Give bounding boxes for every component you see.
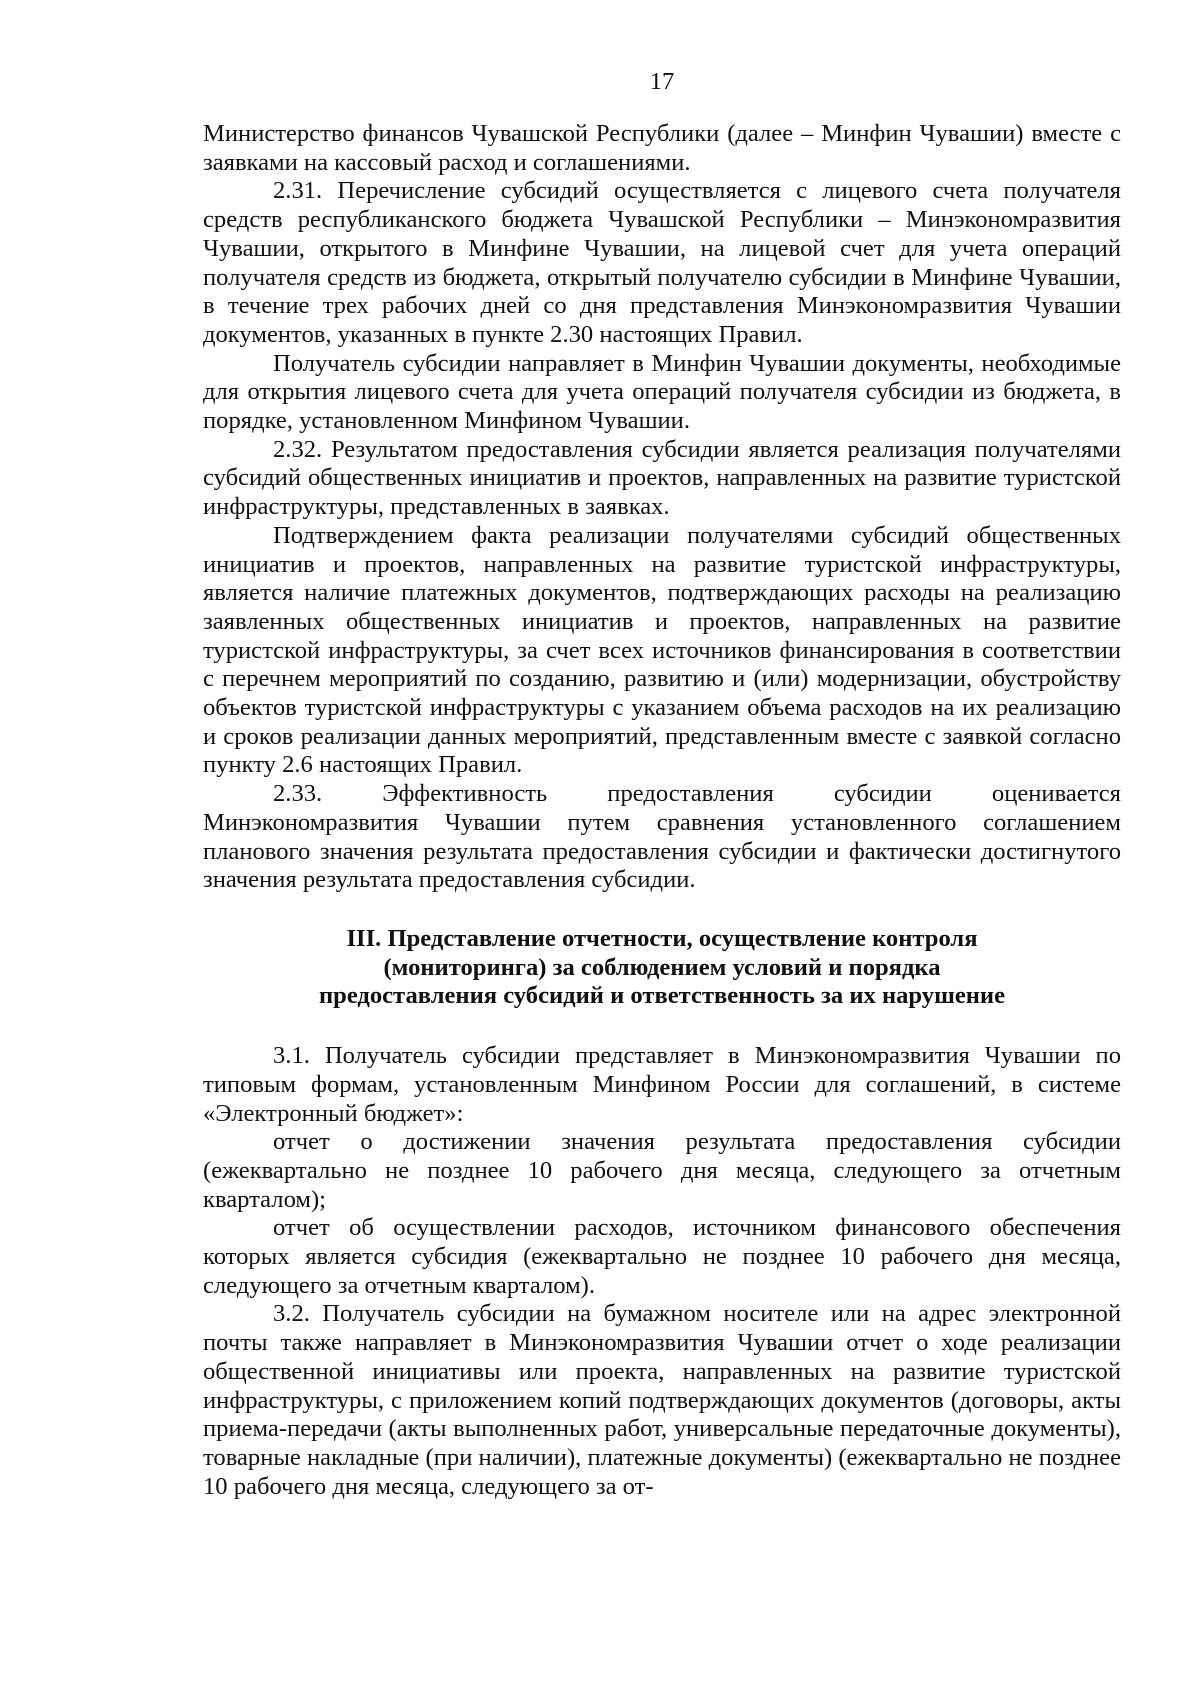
paragraph-minfin-intro: Министерство финансов Чувашской Республики (далее – Минфин Чувашии) вместе с заявками на кассовый расход и соглашениями. [203, 120, 1121, 176]
paragraph-report-result: отчет о достижении значения результата предоставления субсидии (ежеквартально не позднее 10 рабочего дня месяца, следующего за отчетным кварталом); [203, 1128, 1121, 1213]
paragraph-report-expenses: отчет об осуществлении расходов, источником финансового обеспечения которых является субсидия (ежеквартально не позднее 10 рабочего дня месяца, следующего за отчетным кварталом). [203, 1214, 1121, 1299]
paragraph-account-opening: Получатель субсидии направляет в Минфин Чувашии документы, необходимые для открытия лицевого счета для учета операций получателя субсидии из бюджета, в порядке, установленном Минфином Чувашии. [203, 349, 1121, 435]
paragraph-confirmation: Подтверждением факта реализации получателями субсидий общественных инициатив и проектов, направленных на развитие туристской инфраструктуры, является наличие платежных документов, подтверждающих расходы на реализацию заявленных общественных инициатив и проектов, направленных на развитие туристской инфраструктуры, за счет всех источников финансирования в соответствии с перечнем мероприятий по созданию, развитию и (или) модернизации, обустройству объектов туристской инфраструктуры с указанием объема расходов на их реализацию и сроков реализации данных мероприятий, представленным вместе с заявкой согласно пункту 2.6 настоящих Правил. [203, 521, 1121, 779]
section-heading-line-3: предоставления субсидий и ответственность за их нарушение [318, 982, 1006, 1010]
page-number: 17 [649, 68, 675, 95]
paragraph-2-31: 2.31. Перечисление субсидий осуществляется с лицевого счета получателя средств республиканского бюджета Чувашской Республики – Минэкономразвития Чувашии, открытого в Минфине Чувашии, на лицевой счет для учета операций получателя средств из бюджета, открытый получателю субсидии в Минфине Чувашии, в течение трех рабочих дней со дня представления Минэкономразвития Чувашии документов, указанных в пункте 2.30 настоящих Правил. [203, 177, 1121, 348]
paragraph-2-32: 2.32. Результатом предоставления субсидии является реализация получателями субсидий общественных инициатив и проектов, направленных на развитие туристской инфраструктуры, представленных в заявках. [203, 435, 1121, 521]
document-page [203, 62, 1121, 1501]
paragraph-3-1: 3.1. Получатель субсидии представляет в Минэкономразвития Чувашии по типовым формам, установленным Минфином России для соглашений, в системе «Электронный бюджет»: [203, 1042, 1121, 1127]
paragraph-2-33: 2.33. Эффективность предоставления субсидии оценивается Минэкономразвития Чувашии путем сравнения установленного соглашением планового значения результата предоставления субсидии и фактически достигнутого значения результата предоставления субсидии. [203, 780, 1121, 894]
section-heading-line-1: III. Представление отчетности, осуществление контроля [346, 924, 978, 952]
paragraph-3-2: 3.2. Получатель субсидии на бумажном носителе или на адрес электронной почты также направляет в Минэкономразвития Чувашии отчет о ходе реализации общественной инициативы или проекта, направленных на развитие туристской инфраструктуры, с приложением копий подтверждающих документов (договоры, акты приема-передачи (акты выполненных работ, универсальные передаточные документы), товарные накладные (при наличии), платежные документы) (ежеквартально не позднее 10 рабочего дня месяца, следующего за от- [203, 1300, 1121, 1500]
section-heading [203, 925, 1121, 1011]
section-heading-line-2: (мониторинга) за соблюдением условий и порядка [383, 953, 941, 981]
